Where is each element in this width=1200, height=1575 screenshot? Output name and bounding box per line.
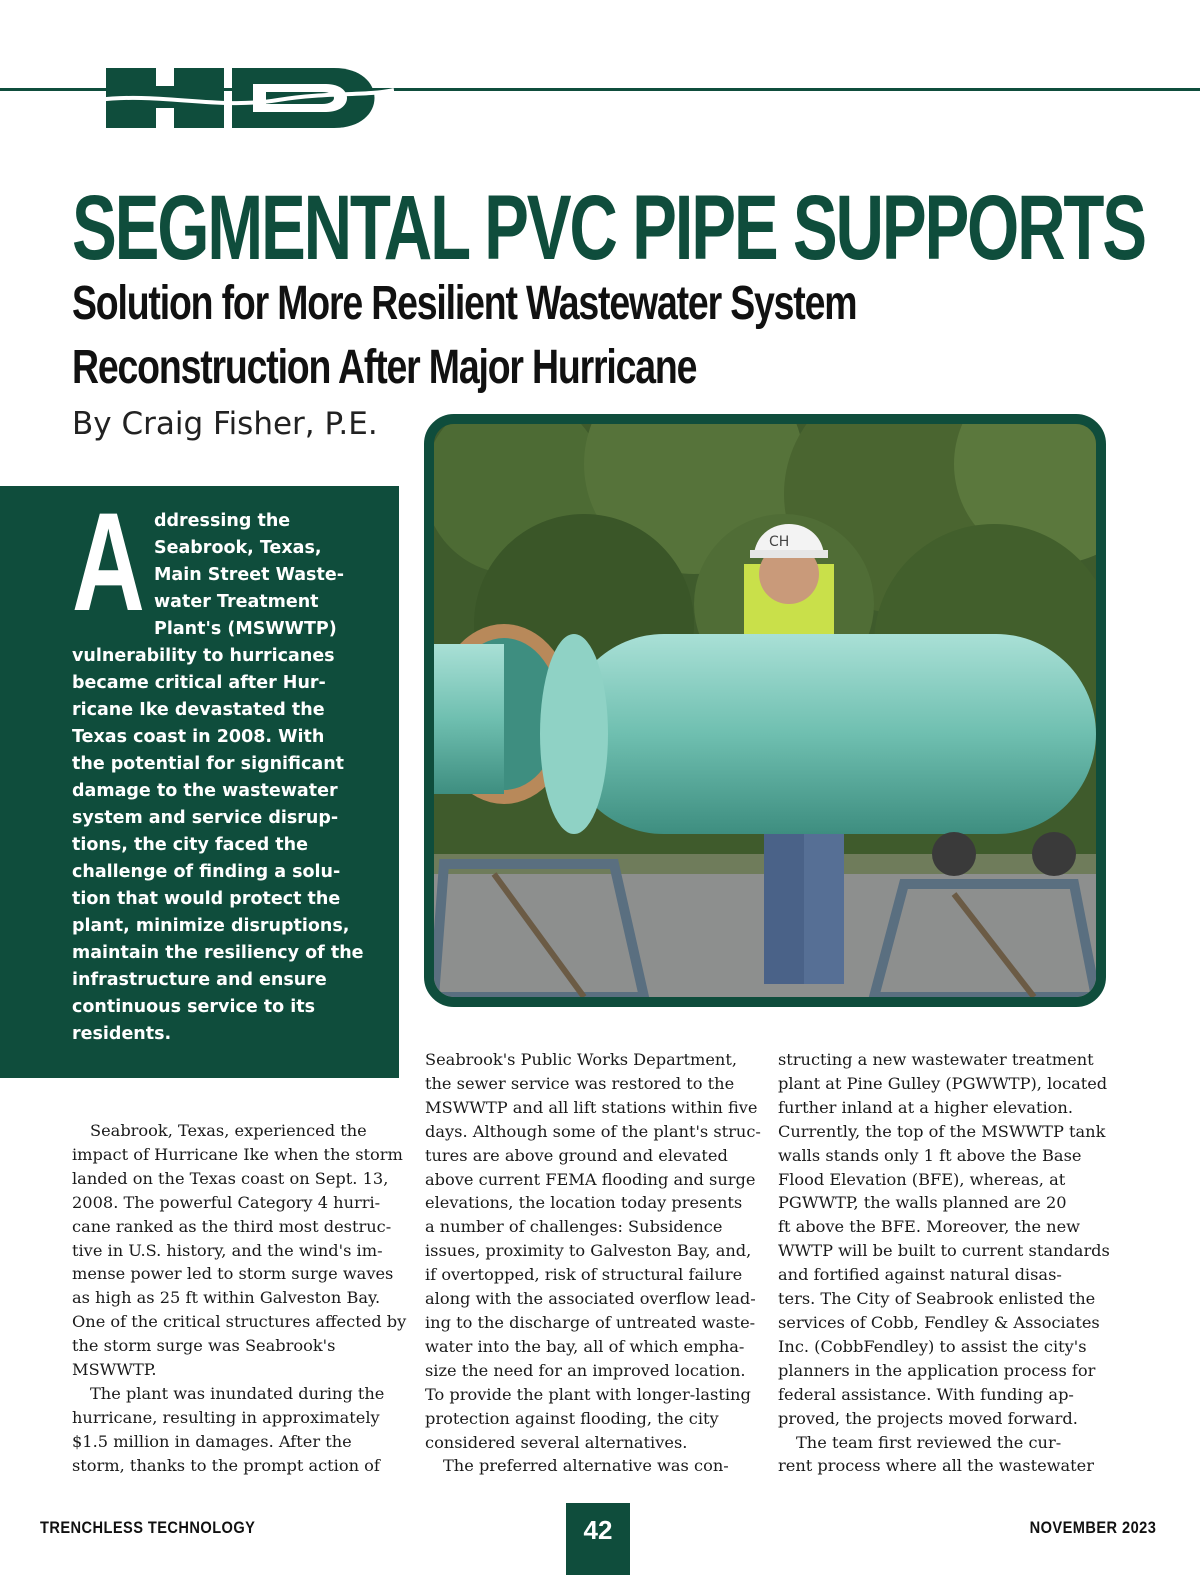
body-line: and fortified against natural disas- (778, 1265, 1062, 1285)
helmet-logo-text: CH (769, 534, 790, 550)
body-line: WWTP will be built to current standards (778, 1241, 1110, 1261)
body-line: ters. The City of Seabrook enlisted the (778, 1289, 1096, 1309)
body-line: cane ranked as the third most destruc- (72, 1216, 392, 1236)
body-line: proved, the projects moved forward. (778, 1408, 1078, 1428)
intro-line: maintain the resiliency of the (72, 943, 364, 963)
intro-line: the potential for significant (72, 754, 345, 774)
body-line: The team first reviewed the cur- (796, 1432, 1062, 1452)
body-line: further inland at a higher elevation. (778, 1097, 1073, 1117)
intro-line: ricane Ike devastated the (72, 700, 325, 720)
body-column-3 (778, 1048, 1118, 1478)
body-line: elevations, the location today presents (425, 1193, 743, 1213)
body-line: tive in U.S. history, and the wind's im- (72, 1240, 383, 1260)
body-line: ft above the BFE. Moreover, the new (778, 1217, 1081, 1237)
body-line: issues, proximity to Galveston Bay, and, (425, 1241, 752, 1261)
body-line: Seabrook, Texas, experienced the (90, 1121, 367, 1140)
body-line: $1.5 million in damages. After the (72, 1431, 352, 1451)
body-line: Currently, the top of the MSWWTP tank (778, 1121, 1106, 1141)
body-line: MSWWTP and all lift stations within five (425, 1097, 758, 1117)
byline: By Craig Fisher, P.E. (72, 406, 378, 442)
intro-text (72, 508, 372, 1048)
body-column-2 (425, 1048, 765, 1478)
hdd-logo (98, 66, 394, 132)
intro-line: tions, the city faced the (72, 835, 309, 855)
intro-line: Main Street Waste- (154, 565, 344, 585)
intro-line: became critical after Hur- (72, 673, 326, 693)
article-photo (424, 414, 1106, 1007)
body-line: the sewer service was restored to the (425, 1073, 735, 1093)
body-line: impact of Hurricane Ike when the storm (72, 1144, 403, 1164)
intro-line: ddressing the (154, 511, 291, 531)
body-line: 2008. The powerful Category 4 hurri- (72, 1192, 381, 1212)
intro-line: plant, minimize disruptions, (72, 916, 350, 936)
body-line: mense power led to storm surge waves (72, 1264, 394, 1284)
body-line: size the need for an improved location. (425, 1360, 746, 1380)
body-line: the storm surge was Seabrook's (72, 1336, 336, 1356)
intro-line: continuous service to its (72, 997, 316, 1017)
body-line: services of Cobb, Fendley & Associates (778, 1312, 1100, 1332)
intro-line: infrastructure and ensure (72, 970, 327, 990)
body-line: along with the associated overflow lead- (425, 1289, 756, 1309)
body-line: Flood Elevation (BFE), whereas, at (778, 1169, 1066, 1189)
intro-line: tion that would protect the (72, 889, 341, 909)
drop-cap: A (72, 483, 145, 640)
body-line: days. Although some of the plant's struc- (425, 1121, 761, 1141)
body-line: To provide the plant with longer-lasting (425, 1384, 751, 1404)
body-line: landed on the Texas coast on Sept. 13, (72, 1168, 389, 1188)
intro-line: damage to the wastewater (72, 781, 338, 801)
intro-line: residents. (72, 1024, 172, 1044)
article-subtitle (72, 272, 856, 400)
body-line: protection against flooding, the city (425, 1408, 719, 1428)
body-line: considered several alternatives. (425, 1432, 688, 1452)
body-line: walls stands only 1 ft above the Base (778, 1145, 1082, 1165)
intro-line: Seabrook, Texas, (154, 538, 322, 558)
body-line: above current FEMA flooding and surge (425, 1169, 756, 1189)
subtitle-line: Reconstruction After Major Hurricane (72, 341, 697, 394)
body-line: The plant was inundated during the (90, 1383, 385, 1403)
body-line: water into the bay, all of which empha- (425, 1336, 745, 1356)
body-line: if overtopped, risk of structural failure (425, 1265, 743, 1285)
footer-issue-date: NOVEMBER 2023 (1029, 1518, 1156, 1537)
article-title: SEGMENTAL PVC PIPE SUPPORTS (72, 177, 1145, 279)
intro-line: challenge of finding a solu- (72, 862, 341, 882)
body-line: PGWWTP, the walls planned are 20 (778, 1193, 1067, 1213)
body-line: Seabrook's Public Works Department, (425, 1050, 737, 1069)
intro-line: vulnerability to hurricanes (72, 646, 335, 666)
body-line: MSWWTP. (72, 1360, 157, 1380)
body-line: planners in the application process for (778, 1360, 1096, 1380)
body-line: hurricane, resulting in approximately (72, 1407, 380, 1427)
body-line: as high as 25 ft within Galveston Bay. (72, 1288, 381, 1308)
body-line: federal assistance. With funding ap- (778, 1384, 1074, 1404)
body-line: storm, thanks to the prompt action of (72, 1455, 380, 1475)
body-line: Inc. (CobbFendley) to assist the city's (778, 1336, 1087, 1356)
intro-line: Plant's (MSWWTP) (154, 619, 337, 639)
page-number: 42 (566, 1503, 630, 1575)
intro-box (0, 483, 399, 1078)
body-line: a number of challenges: Subsidence (425, 1217, 723, 1237)
subtitle-line: Solution for More Resilient Wastewater System (72, 277, 857, 330)
intro-line: water Treatment (154, 592, 319, 612)
body-line: structing a new wastewater treatment (778, 1050, 1094, 1069)
body-line: One of the critical structures affected by (72, 1312, 407, 1332)
body-line: plant at Pine Gulley (PGWWTP), located (778, 1073, 1108, 1093)
body-line: rent process where all the wastewater (778, 1456, 1095, 1476)
intro-line: system and service disrup- (72, 808, 339, 828)
footer-publication: TRENCHLESS TECHNOLOGY (40, 1518, 256, 1537)
intro-line: Texas coast in 2008. With (72, 727, 325, 747)
body-column-1 (72, 1119, 412, 1478)
body-line: The preferred alternative was con- (443, 1456, 729, 1476)
body-line: tures are above ground and elevated (425, 1145, 728, 1165)
body-line: ing to the discharge of untreated waste- (425, 1312, 756, 1332)
